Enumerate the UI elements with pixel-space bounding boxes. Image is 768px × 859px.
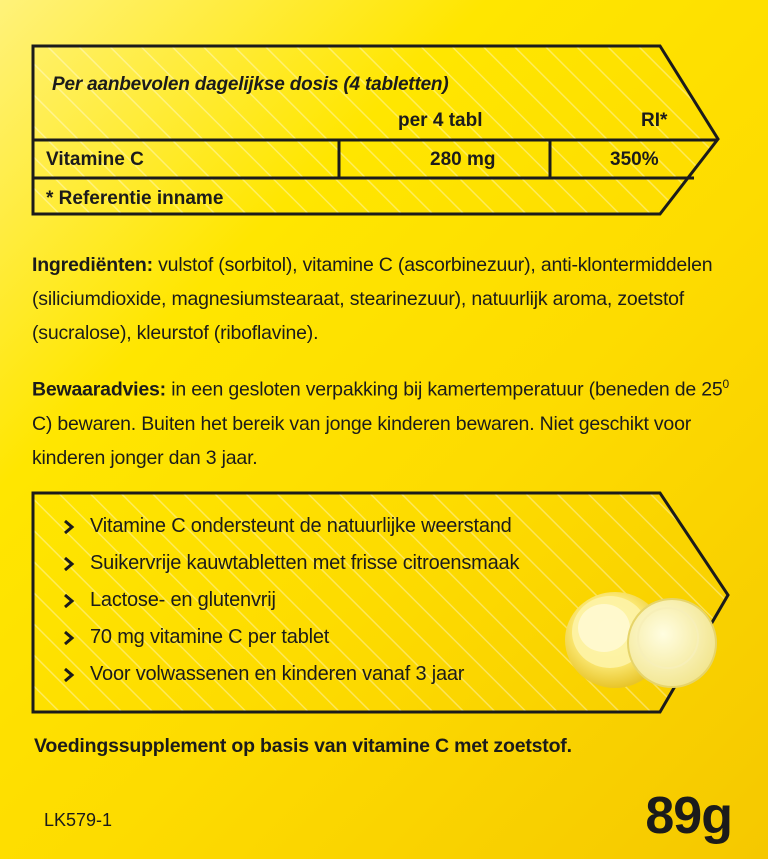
lemon-tablet-image (565, 592, 716, 688)
chevron-right-icon (62, 594, 76, 608)
storage-text-before: in een gesloten verpakking bij kamertemperatuur (beneden de 25 (165, 378, 723, 401)
net-weight: 89g (645, 787, 732, 845)
benefit-text: Vitamine C ondersteunt de natuurlijke weerstand (90, 515, 512, 537)
benefit-item (62, 545, 519, 582)
storage-degree: 0 (722, 377, 729, 391)
chevron-right-icon (62, 557, 76, 571)
storage-label: Bewaaradvies: (32, 378, 166, 401)
column-amount-label: per 4 tabl (398, 110, 483, 131)
supplement-statement: Voedingssupplement op basis van vitamine C met zoetstof. (34, 735, 572, 757)
nutrition-footnote: * Referentie inname (46, 188, 224, 209)
ingredients-paragraph (32, 248, 742, 350)
ingredients-label: Ingrediënten: (32, 254, 153, 276)
nutrient-name: Vitamine C (46, 149, 144, 170)
storage-text-after: C) bewaren. Buiten het bereik van jonge kinderen bewaren. Niet geschikt voor kinderen jonger dan 3 jaar. (32, 412, 692, 469)
benefit-item (62, 582, 519, 619)
storage-paragraph (32, 367, 742, 475)
benefit-text: 70 mg vitamine C per tablet (90, 626, 330, 648)
product-code: LK579-1 (44, 810, 113, 830)
benefit-text: Suikervrije kauwtabletten met frisse citroensmaak (90, 552, 520, 574)
benefit-text: Lactose- en glutenvrij (90, 589, 276, 611)
benefit-item (62, 508, 519, 545)
column-ri-label: RI* (641, 110, 668, 131)
nutrient-ri: 350% (610, 149, 659, 170)
benefit-item (62, 619, 519, 656)
nutrition-header: Per aanbevolen dagelijkse dosis (4 tabletten) (52, 74, 449, 95)
benefit-item (62, 656, 519, 693)
chevron-right-icon (62, 668, 76, 682)
nutrient-amount: 280 mg (430, 149, 496, 170)
benefit-text: Voor volwassenen en kinderen vanaf 3 jaar (90, 663, 465, 685)
ingredients-text: vulstof (sorbitol), vitamine C (ascorbinezuur), anti-klontermiddelen (siliciumdioxide, magnesiumstearaat, stearinezuur), natuurlijk aroma, zoetstof (sucralose), kleurstof (riboflavine). (32, 254, 713, 344)
chevron-right-icon (62, 631, 76, 645)
benefits-list (62, 508, 519, 693)
chevron-right-icon (62, 520, 76, 534)
